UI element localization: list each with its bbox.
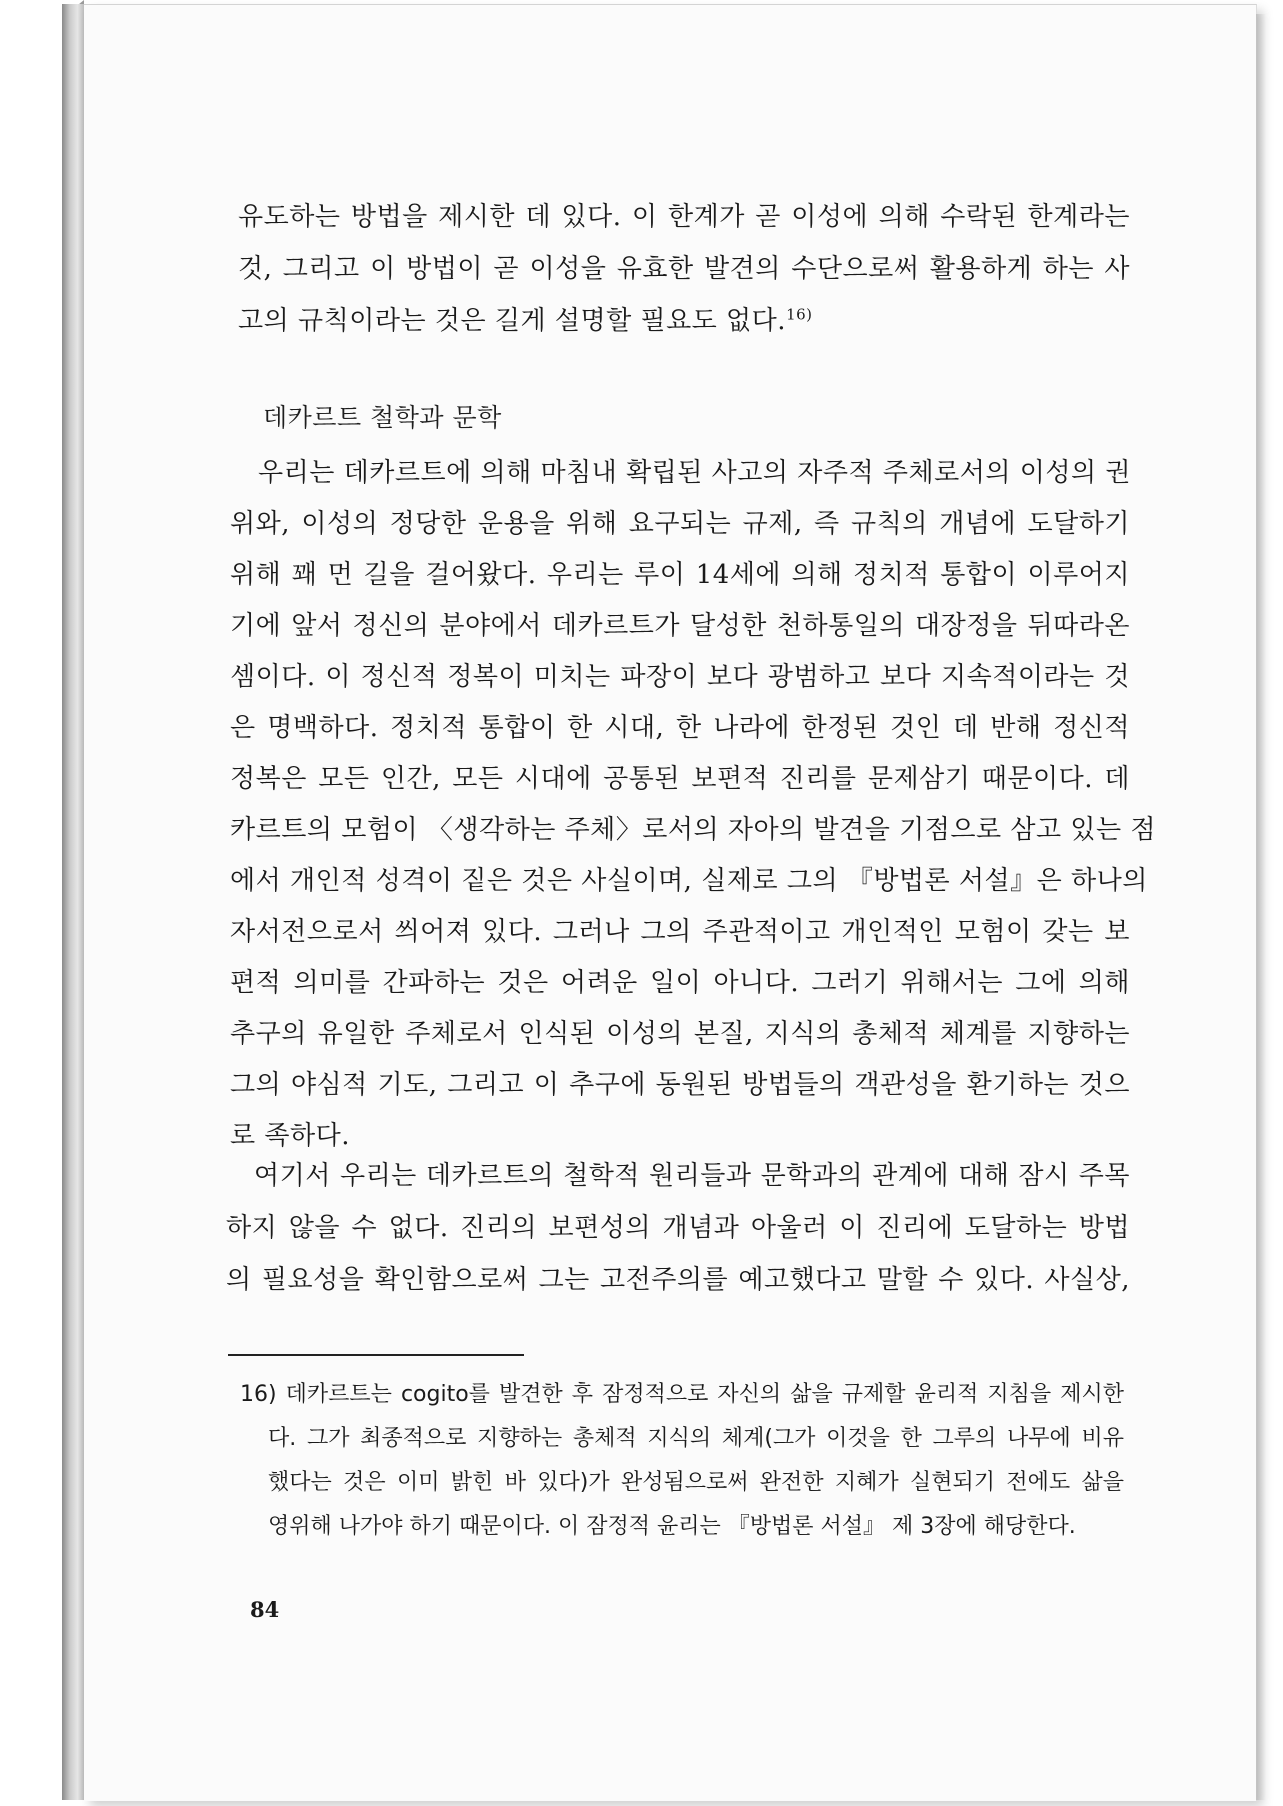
text-line: 로 족하다.: [230, 1121, 350, 1151]
text-line: 하지 않을 수 없다. 진리의 보편성의 개념과 아울러 이 진리에 도달하는 방법: [226, 1213, 1130, 1243]
text-line: 은 명백하다. 정치적 통합이 한 시대, 한 나라에 한정된 것인 데 반해 정신적: [230, 713, 1130, 743]
text-line: 위해 꽤 먼 길을 걸어왔다. 우리는 루이 14세에 의해 정치적 통합이 이루어지: [230, 560, 1130, 590]
text-line: [238, 300, 813, 337]
text-line: 추구의 유일한 주체로서 인식된 이성의 본질, 지식의 총체적 체계를 지향하는: [230, 1019, 1130, 1049]
text-line: 여기서 우리는 데카르트의 철학적 원리들과 문학과의 관계에 대해 잠시 주목: [254, 1161, 1130, 1191]
footnote-reference: 16): [786, 305, 813, 324]
text-line: 유도하는 방법을 제시한 데 있다. 이 한계가 곧 이성에 의해 수락된 한계라는: [238, 202, 1130, 232]
footnote-line: 16) 데카르트는 cogito를 발견한 후 잠정적으로 자신의 삶을 규제할 윤리적 지침을 제시한: [240, 1382, 1124, 1407]
text-line: 의 필요성을 확인함으로써 그는 고전주의를 예고했다고 말할 수 있다. 사실상,: [226, 1265, 1130, 1295]
intro-paragraph: [238, 196, 1130, 336]
text-line: 정복은 모든 인간, 모든 시대에 공통된 보편적 진리를 문제삼기 때문이다. 데: [230, 764, 1130, 794]
page-number: 84: [250, 1597, 280, 1622]
next-paragraph: [226, 1155, 1130, 1315]
text-line: 자서전으로서 씌어져 있다. 그러나 그의 주관적이고 개인적인 모험이 갖는 보: [230, 917, 1130, 947]
text-line: 우리는 데카르트에 의해 마침내 확립된 사고의 자주적 주체로서의 이성의 권: [258, 458, 1131, 488]
text-line: 기에 앞서 정신의 분야에서 데카르트가 달성한 천하통일의 대장정을 뒤따라온: [230, 611, 1130, 641]
text-line: 위와, 이성의 정당한 운용을 위해 요구되는 규제, 즉 규칙의 개념에 도달하기: [230, 509, 1130, 539]
text-line: 에서 개인적 성격이 짙은 것은 사실이며, 실제로 그의 『방법론 서설』은 하나의: [230, 866, 1148, 896]
footnote-line: 했다는 것은 이미 밝힌 바 있다)가 완성됨으로써 완전한 지혜가 실현되기 전에도 삶을: [268, 1470, 1124, 1495]
footnote-divider: [228, 1354, 524, 1356]
text-line: 카르트의 모험이 〈생각하는 주체〉로서의 자아의 발견을 기점으로 삼고 있는 점: [230, 815, 1156, 845]
text-line: 것, 그리고 이 방법이 곧 이성을 유효한 발견의 수단으로써 활용하게 하는 사: [238, 254, 1130, 284]
text-line: 편적 의미를 간파하는 것은 어려운 일이 아니다. 그러기 위해서는 그에 의해: [230, 968, 1130, 998]
main-paragraph: [230, 452, 1156, 1152]
page-shadow: [1256, 14, 1266, 1800]
book-spine-edge: [62, 4, 84, 1800]
text-line-content: 고의 규칙이라는 것은 길게 설명할 필요도 없다.: [238, 306, 787, 336]
text-line: 셈이다. 이 정신적 정복이 미치는 파장이 보다 광범하고 보다 지속적이라는 것: [230, 662, 1130, 692]
footnote-line: 영위해 나가야 하기 때문이다. 이 잠정적 윤리는 『방법론 서설』 제 3장에 해당한다.: [268, 1514, 1076, 1539]
section-heading: 데카르트 철학과 문학: [263, 403, 502, 432]
footnote-line: 다. 그가 최종적으로 지향하는 총체적 지식의 체계(그가 이것을 한 그루의 나무에 비유: [268, 1426, 1124, 1451]
text-line: 그의 야심적 기도, 그리고 이 추구에 동원된 방법들의 객관성을 환기하는 것으: [230, 1070, 1130, 1100]
